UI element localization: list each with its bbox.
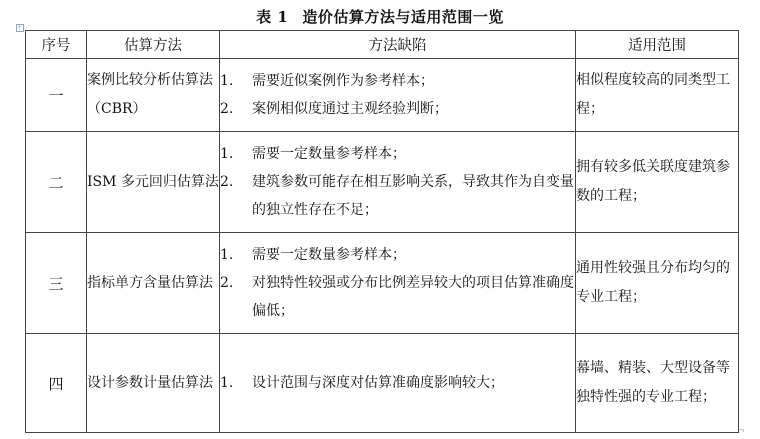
row-seq: 二 [26,132,87,233]
row-scope: 相似程度较高的同类型工程； [576,59,739,132]
table-row [26,233,739,334]
row-seq: 一 [26,59,87,132]
row-defects [220,233,576,334]
row-seq: 三 [26,233,87,334]
estimation-methods-table [25,30,739,433]
table-caption [0,6,760,27]
defect-item: 2. 建筑参数可能存在相互影响关系，导致其作为自变量的独立性存在不足； [220,174,574,218]
row-defects [220,334,576,433]
row-defects [220,59,576,132]
row-method: 指标单方含量估算法 [87,233,220,334]
row-seq: 四 [26,334,87,433]
table-header-row [26,31,739,59]
header-defects: 方法缺陷 [220,31,576,59]
table-row [26,59,739,132]
row-method: 设计参数计量估算法 [87,334,220,433]
table-anchor-icon[interactable]: + [17,24,23,31]
row-scope: 通用性较强且分布均匀的专业工程； [576,233,739,334]
defect-item: 1. 需要一定数量参考样本； [220,146,406,162]
defect-item: 1. 需要一定数量参考样本； [220,247,406,263]
row-scope: 拥有较多低关联度建筑参数的工程； [576,132,739,233]
defect-item: 2. 案例相似度通过主观经验判断； [220,101,448,117]
table-row [26,334,739,433]
header-method: 估算方法 [87,31,220,59]
row-defects [220,132,576,233]
table-title: 造价估算方法与适用范围一览 [302,8,504,26]
header-seq: 序号 [26,31,87,59]
paragraph-end-mark: ¬ [738,426,745,435]
row-method: ISM 多元回归估算法 [87,132,220,233]
row-method: 案例比较分析估算法（CBR） [87,59,220,132]
defect-item: 1. 设计范围与深度对估算准确度影响较大； [220,375,504,391]
table-number: 表 1 [256,8,289,26]
header-scope: 适用范围 [576,31,739,59]
defect-item: 2. 对独特性较强或分布比例差异较大的项目估算准确度偏低； [220,275,574,319]
defect-item: 1. 需要近似案例作为参考样本； [220,73,434,89]
row-scope: 幕墙、精装、大型设备等独特性强的专业工程； [576,334,739,433]
table-row [26,132,739,233]
